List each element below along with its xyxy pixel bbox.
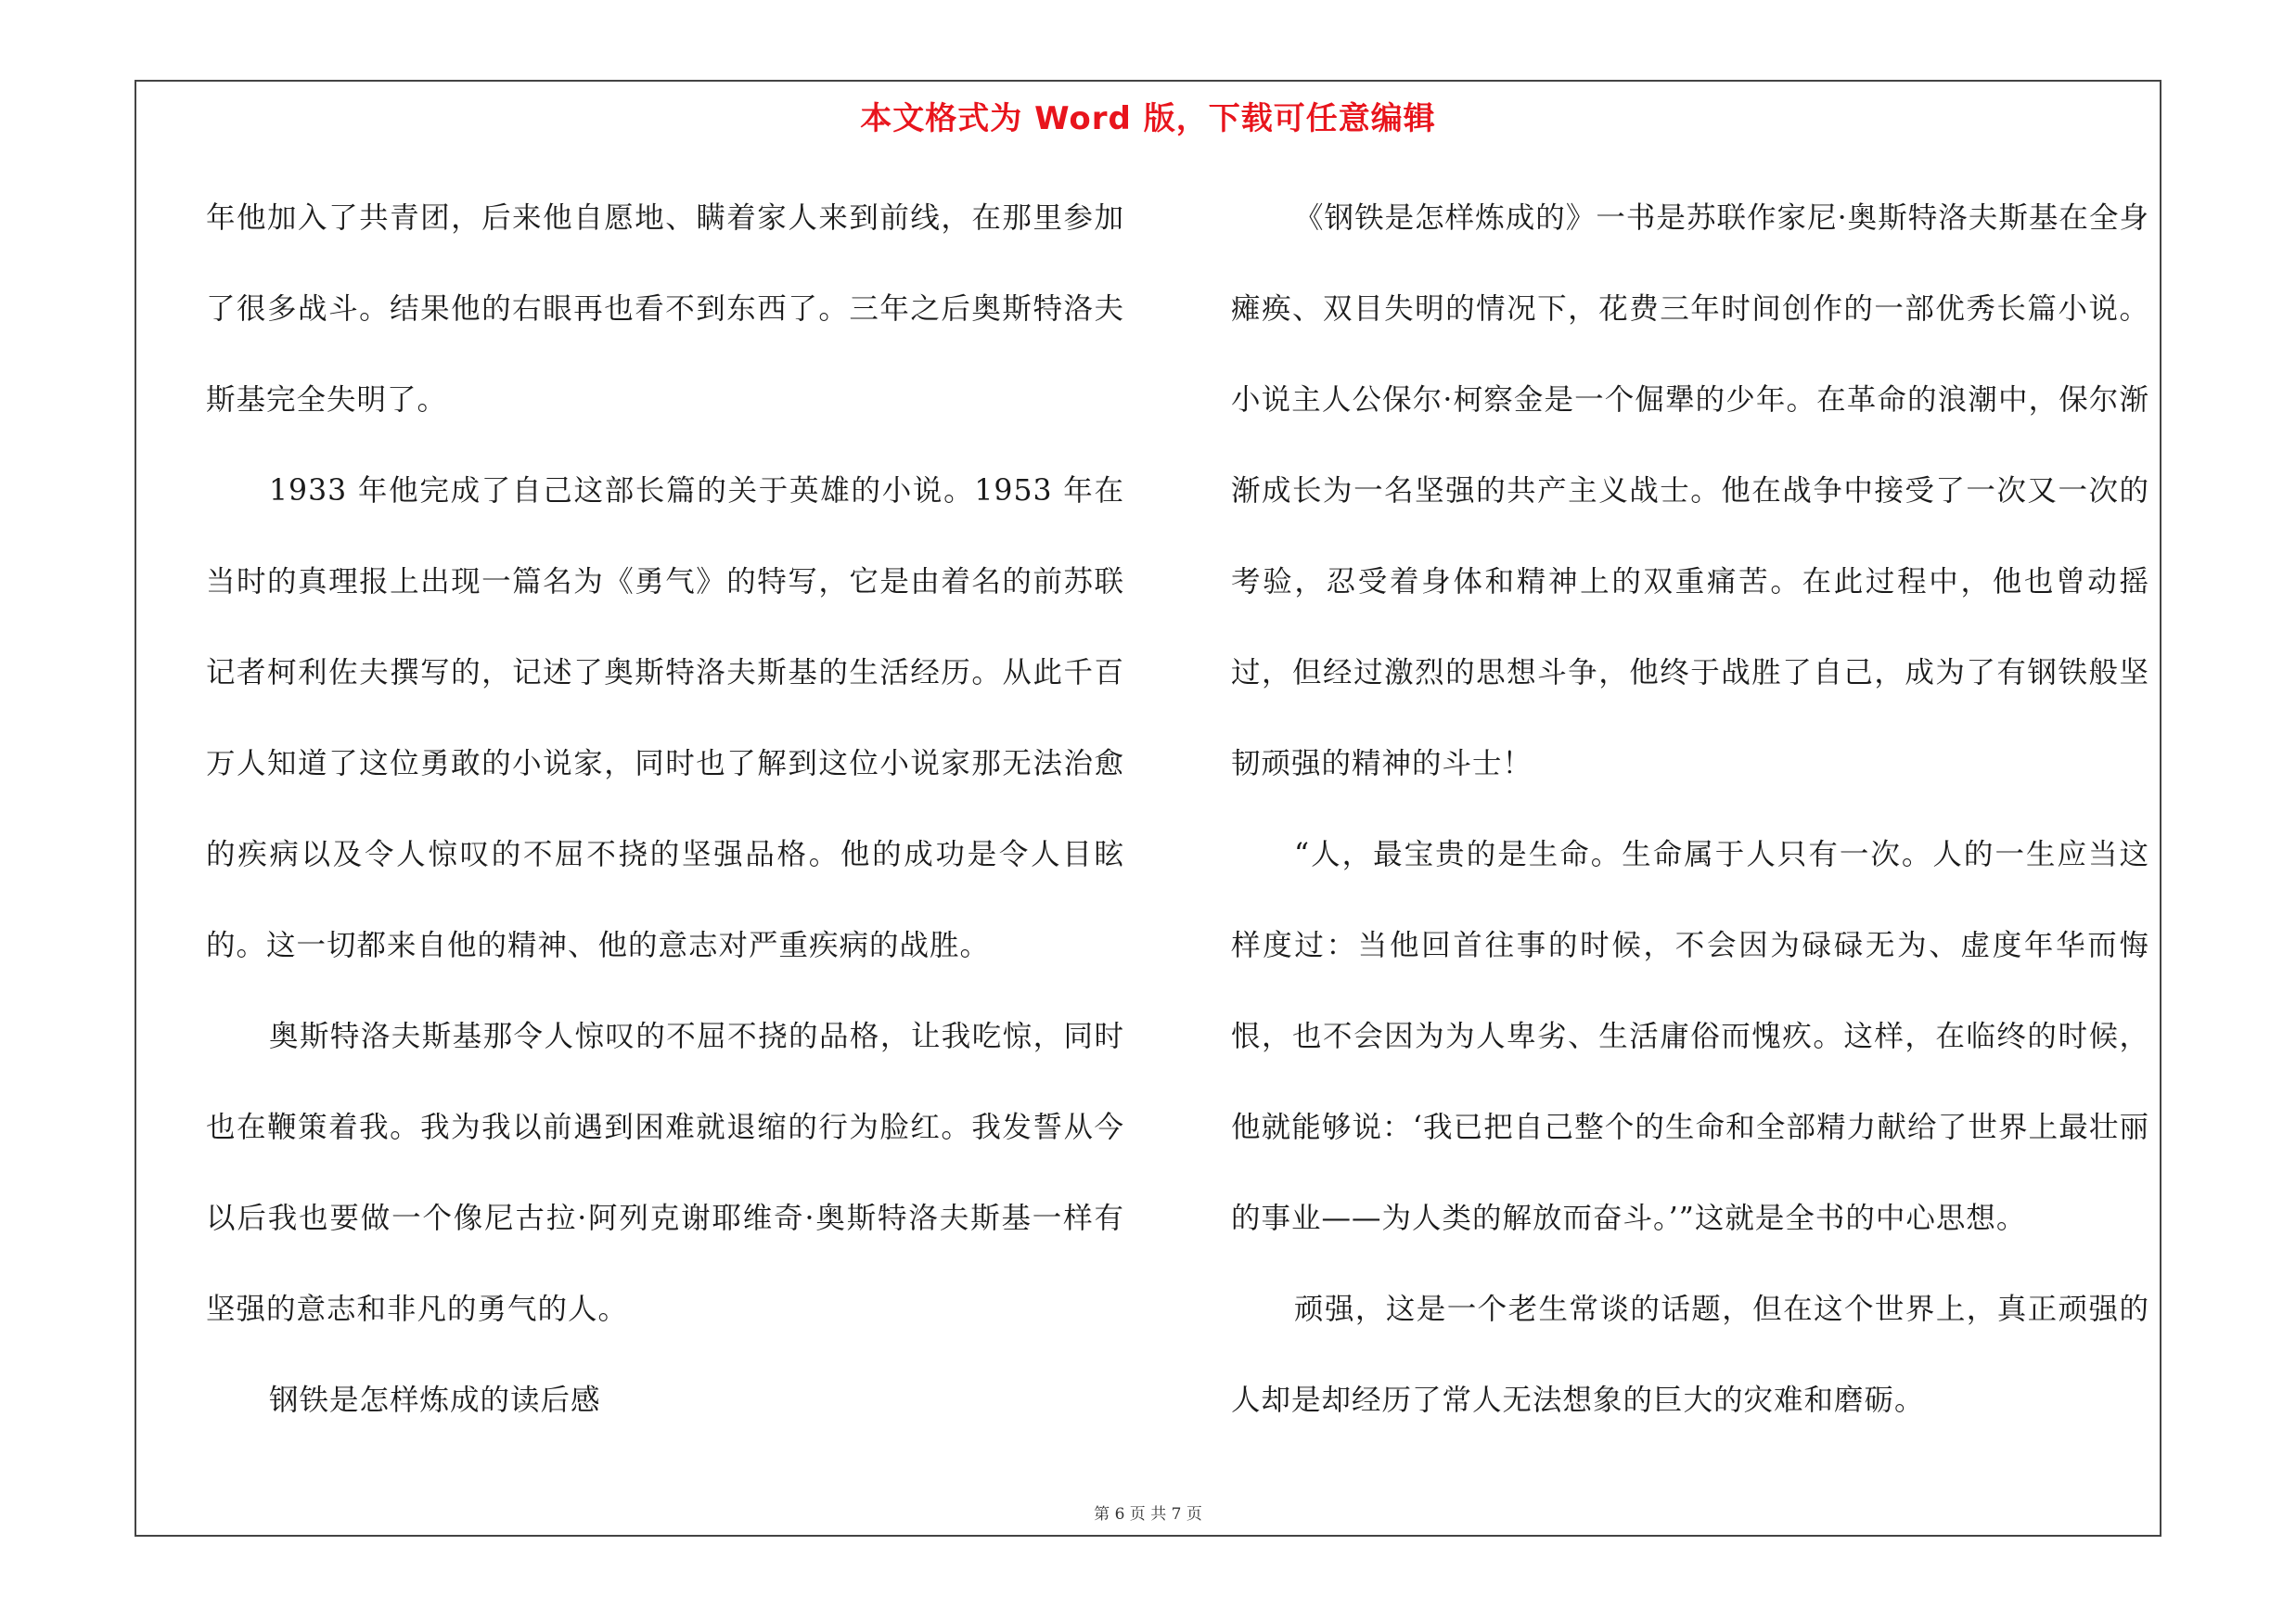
- paragraph: 顽强，这是一个老生常谈的话题，但在这个世界上，真正顽强的人却是却经历了常人无法想象的巨大的灾难和磨砺。: [1231, 1293, 2149, 1417]
- paragraph: 《钢铁是怎样炼成的》一书是苏联作家尼·奥斯特洛夫斯基在全身瘫痪、双目失明的情况下，花费三年时间创作的一部优秀长篇小说。小说主人公保尔·柯察金是一个倔犟的少年。在革命的浪潮中，保尔渐渐成长为一名坚强的共产主义战士。他在战争中接受了一次又一次的考验，忍受着身体和精神上的双重痛苦。在此过程中，他也曾动摇过，但经过激烈的思想斗争，他终于战胜了自己，成为了有钢铁般坚韧顽强的精神的斗士！: [1231, 201, 2149, 780]
- section-heading: 钢铁是怎样炼成的读后感: [269, 1384, 601, 1417]
- paragraph: 年他加入了共青团，后来他自愿地、瞒着家人来到前线，在那里参加了很多战斗。结果他的右眼再也看不到东西了。三年之后奥斯特洛夫斯基完全失明了。: [206, 201, 1124, 417]
- document-banner: 本文格式为 Word 版，下载可任意编辑: [860, 100, 1436, 137]
- page-number: 第 6 页 共 7 页: [1094, 1505, 1202, 1524]
- page-frame: [135, 80, 2161, 1537]
- left-column: [206, 173, 1124, 1446]
- paragraph: 奥斯特洛夫斯基那令人惊叹的不屈不挠的品格，让我吃惊，同时也在鞭策着我。我为我以前遇到困难就退缩的行为脸红。我发誓从今以后我也要做一个像尼古拉·阿列克谢耶维奇·奥斯特洛夫斯基一样有坚强的意志和非凡的勇气的人。: [206, 1020, 1124, 1326]
- paragraph: 1933 年他完成了自己这部长篇的关于英雄的小说。1953 年在当时的真理报上出现一篇名为《勇气》的特写，它是由着名的前苏联记者柯利佐夫撰写的，记述了奥斯特洛夫斯基的生活经历。从此千百万人知道了这位勇敢的小说家，同时也了解到这位小说家那无法治愈的疾病以及令人惊叹的不屈不挠的坚强品格。他的成功是令人目眩的。这一切都来自他的精神、他的意志对严重疾病的战胜。: [206, 474, 1124, 962]
- right-column: [1231, 173, 2149, 1446]
- quote-paragraph: “人，最宝贵的是生命。生命属于人只有一次。人的一生应当这样度过：当他回首往事的时候，不会因为碌碌无为、虚度年华而悔恨，也不会因为为人卑劣、生活庸俗而愧疚。这样，在临终的时候，他就能够说：‘我已把自己整个的生命和全部精力献给了世界上最壮丽的事业——为人类的解放而奋斗。’”这就是全书的中心思想。: [1231, 838, 2149, 1235]
